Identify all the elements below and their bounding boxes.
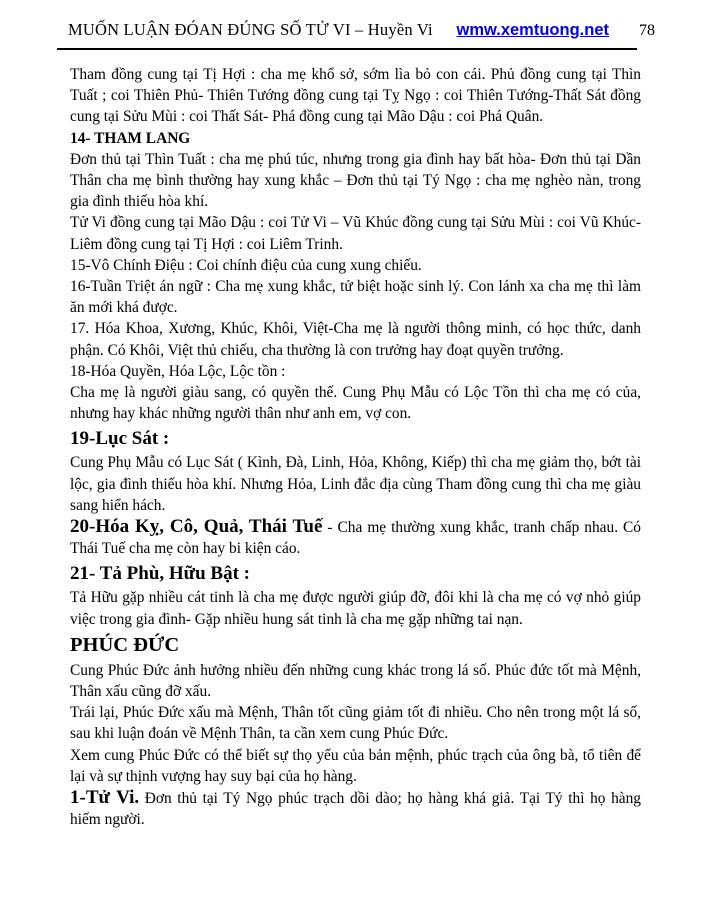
paragraph-text: - Cha mẹ thường xung khắc, tranh chấp nhau. Có Thái Tuế cha mẹ còn hay bi kiện cáo.: [70, 519, 641, 558]
paragraph: 18-Hóa Quyền, Hóa Lộc, Lộc tồn :: [70, 362, 286, 380]
paragraph: 16-Tuần Triệt án ngữ : Cha mẹ xung khắc, tử biệt hoặc sinh lý. Con lánh xa cha mẹ thì làm ăn mới khá được.: [70, 278, 641, 317]
section-heading: 21- Tả Phù, Hữu Bật :: [70, 563, 250, 585]
section-heading: 19-Lục Sát :: [70, 428, 170, 450]
section-heading: 14- THAM LANG: [70, 129, 191, 147]
paragraph: [70, 516, 641, 559]
header-divider: [57, 48, 637, 50]
paragraph: [70, 787, 641, 830]
paragraph: Cung Phúc Đức ảnh hưởng nhiều đến những cung khác trong lá số. Phúc đức tốt mà Mệnh, Thân xấu cũng đỡ xấu.: [70, 661, 641, 701]
paragraph: 15-Vô Chính Điệu : Coi chính điệu của cung xung chiếu.: [70, 256, 422, 274]
document-body: [70, 64, 641, 831]
paragraph: Đơn thủ tại Thìn Tuất : cha mẹ phú túc, nhưng trong gia đình hay bất hòa- Đơn thủ tại Dần Thân cha mẹ bình thường hay xung khắc – Đơn thủ tại Tý Ngọ : cha mẹ nghèo nàn, trong gia đình thiếu hòa khí.: [70, 150, 641, 211]
section-heading-inline: 20-Hóa Kỵ, Cô, Quả, Thái Tuế: [70, 516, 323, 538]
paragraph: Cha mẹ là người giàu sang, có quyền thế. Cung Phụ Mẫu có Lộc Tồn thì cha mẹ có của, nhưng hay khác những người thân như anh em, vợ con.: [70, 384, 641, 423]
section-heading: PHÚC ĐỨC: [70, 633, 180, 656]
website-link[interactable]: wmw.xemtuong.net: [456, 21, 609, 39]
paragraph: Tử Vi đồng cung tại Mão Dậu : coi Tử Vi – Vũ Khúc đồng cung tại Sửu Mùi : coi Vũ Khúc- Liêm đồng cung tại Tị Hợi : coi Liêm Trinh.: [70, 214, 641, 253]
paragraph: Tham đồng cung tại Tị Hợi : cha mẹ khổ sở, sớm lìa bỏ con cái. Phủ đồng cung tại Thìn Tuất ; coi Thiên Phủ- Thiên Tướng đồng cung tại Tỵ Ngọ : coi Thiên Tướng-Thất Sát đồng cung tại Sửu Mùi : coi Thất Sát- Phá đồng cung tại Mão Dậu : coi Phá Quân.: [70, 66, 641, 126]
page-header: [68, 20, 655, 40]
running-title: MUỐN LUẬN ĐÓAN ĐÚNG SỐ TỬ VI – Huyền Vi: [68, 20, 433, 39]
page-number: 78: [639, 22, 655, 39]
paragraph: Tả Hữu gặp nhiều cát tinh là cha mẹ được người giúp đỡ, đôi khi là cha mẹ có vợ nhỏ giúp việc trong gia đình- Gặp nhiều hung sát tinh là cha mẹ gặp những tai nạn.: [70, 589, 641, 628]
paragraph: Cung Phụ Mẫu có Lục Sát ( Kình, Đà, Linh, Hỏa, Không, Kiếp) thì cha mẹ giảm thọ, bớt tài lộc, gia đình thiếu hòa khí. Nhưng Hỏa, Linh đắc địa cùng Tham đồng cung thì cha mẹ giàu sang hiển hách.: [70, 454, 641, 514]
section-heading-inline: 1-Tử Vi.: [70, 787, 140, 809]
paragraph: Trái lại, Phúc Đức xấu mà Mệnh, Thân tốt cũng giảm tốt đi nhiều. Cho nên trong một lá số, sau khi luận đoán về Mệnh Thân, ta cần xem cung Phúc Đức.: [70, 704, 641, 743]
paragraph: 17. Hóa Khoa, Xương, Khúc, Khôi, Việt-Cha mẹ là người thông minh, có học thức, danh phận. Có Khôi, Việt thủ chiếu, cha thường là con trưởng hay đoạt quyền trưởng.: [70, 320, 641, 359]
paragraph: Xem cung Phúc Đức có thể biết sự thọ yểu của bản mệnh, phúc trạch của ông bà, tổ tiên để lại và sự thịnh vượng hay suy bại của họ hàng.: [70, 746, 641, 785]
paragraph-text: Đơn thủ tại Tý Ngọ phúc trạch dồi dào; họ hàng khá giả. Tại Tý thì họ hàng hiếm người.: [70, 790, 642, 829]
